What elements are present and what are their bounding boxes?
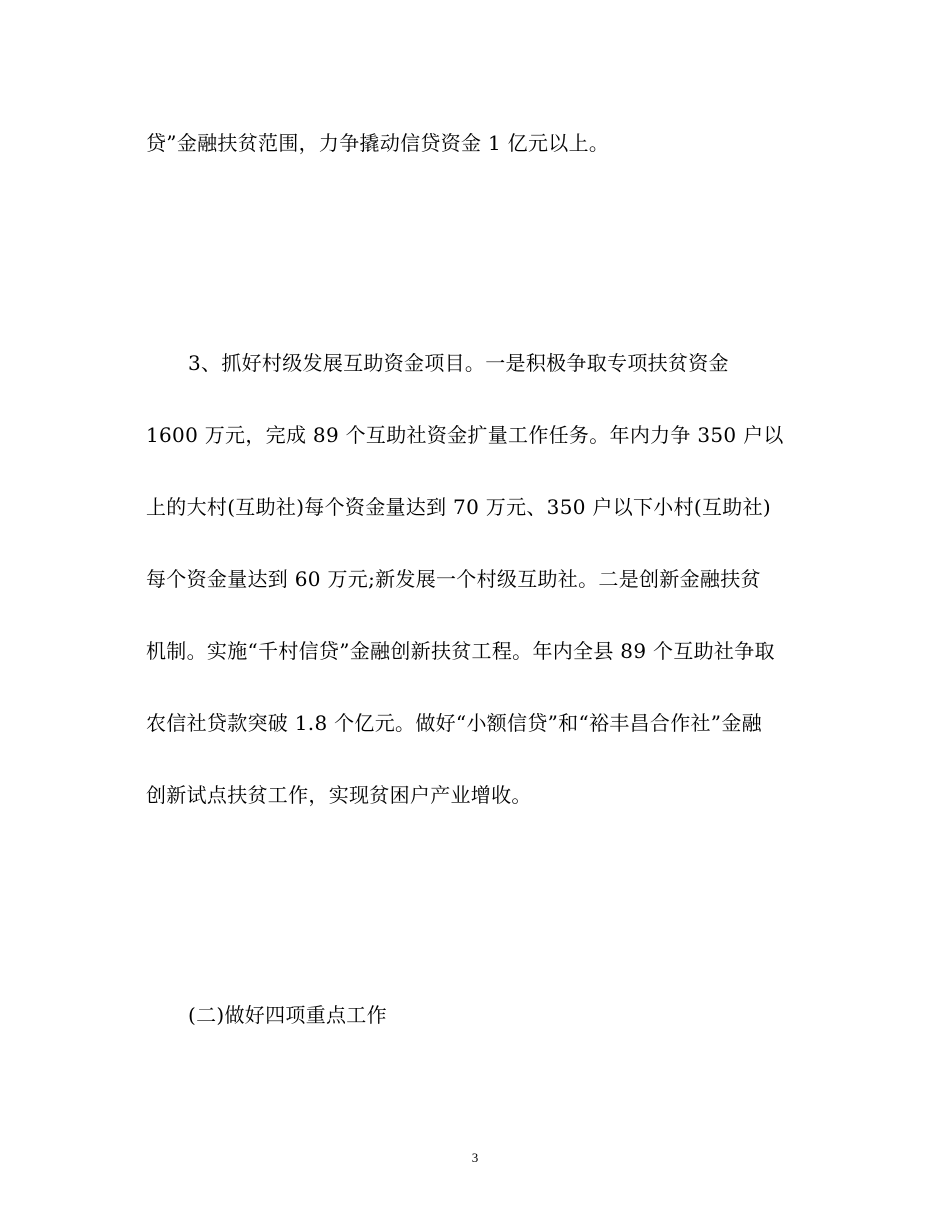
- paragraph-line: 3、抓好村级发展互助资金项目。一是积极争取专项扶贫资金: [188, 351, 729, 375]
- paragraph-line: 1600 万元，完成 89 个互助社资金扩量工作任务。年内力争 350 户以: [146, 423, 784, 447]
- page-number: 3: [471, 1150, 479, 1165]
- paragraph-line: 机制。实施“千村信贷”金融创新扶贫工程。年内全县 89 个互助社争取: [146, 639, 775, 663]
- paragraph-line: 上的大村(互助社)每个资金量达到 70 万元、350 户以下小村(互助社): [146, 495, 772, 519]
- paragraph-line: 创新试点扶贫工作，实现贫困户产业增收。: [146, 783, 532, 807]
- paragraph-line: 每个资金量达到 60 万元;新发展一个村级互助社。二是创新金融扶贫: [146, 567, 761, 591]
- section-heading: (二)做好四项重点工作: [188, 1003, 387, 1027]
- paragraph-line: 农信社贷款突破 1.8 个亿元。做好“小额信贷”和“裕丰昌合作社”金融: [146, 711, 762, 735]
- paragraph-line: 贷”金融扶贫范围，力争撬动信贷资金 1 亿元以上。: [146, 131, 610, 155]
